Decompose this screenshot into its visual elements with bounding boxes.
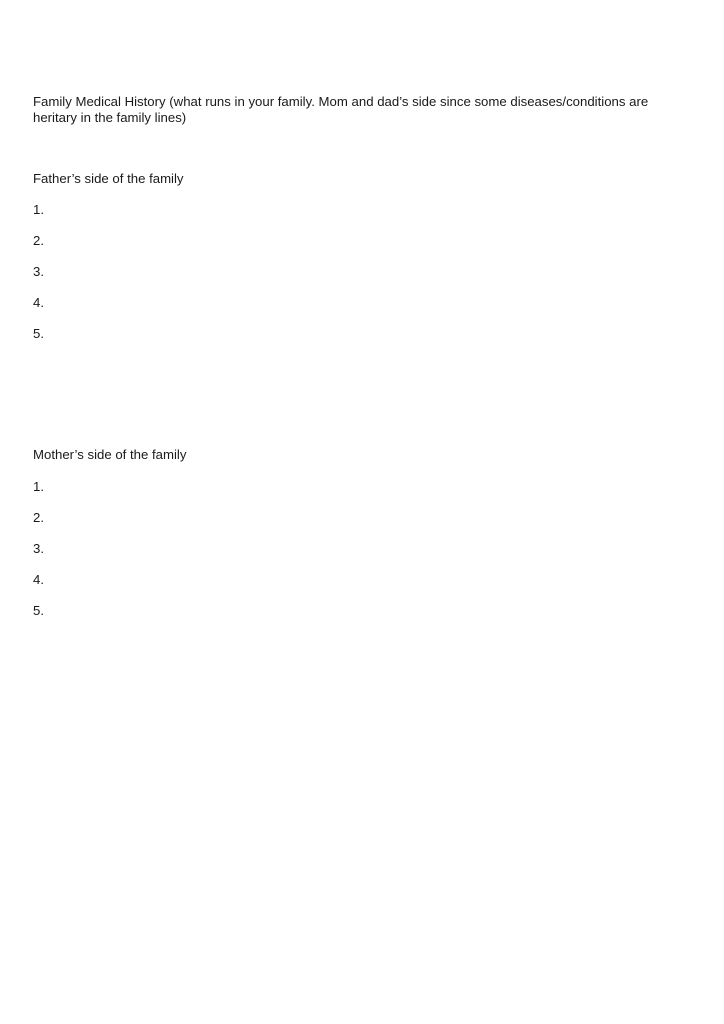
intro-line-2: heritary in the family lines) xyxy=(33,110,187,125)
intro-paragraph xyxy=(33,94,673,126)
father-list-item-1: 1. xyxy=(33,202,44,217)
mother-list-item-3: 3. xyxy=(33,541,44,556)
mother-list-item-1: 1. xyxy=(33,479,44,494)
mother-list-item-5: 5. xyxy=(33,603,44,618)
father-section-heading: Father’s side of the family xyxy=(33,171,184,186)
mother-list-item-4: 4. xyxy=(33,572,44,587)
father-list-item-5: 5. xyxy=(33,326,44,341)
mother-list-item-2: 2. xyxy=(33,510,44,525)
father-list-item-2: 2. xyxy=(33,233,44,248)
mother-section-heading: Mother’s side of the family xyxy=(33,447,187,462)
intro-line-1: Family Medical History (what runs in your family. Mom and dad’s side since some diseases/conditions are xyxy=(33,94,649,109)
father-list-item-4: 4. xyxy=(33,295,44,310)
father-list-item-3: 3. xyxy=(33,264,44,279)
